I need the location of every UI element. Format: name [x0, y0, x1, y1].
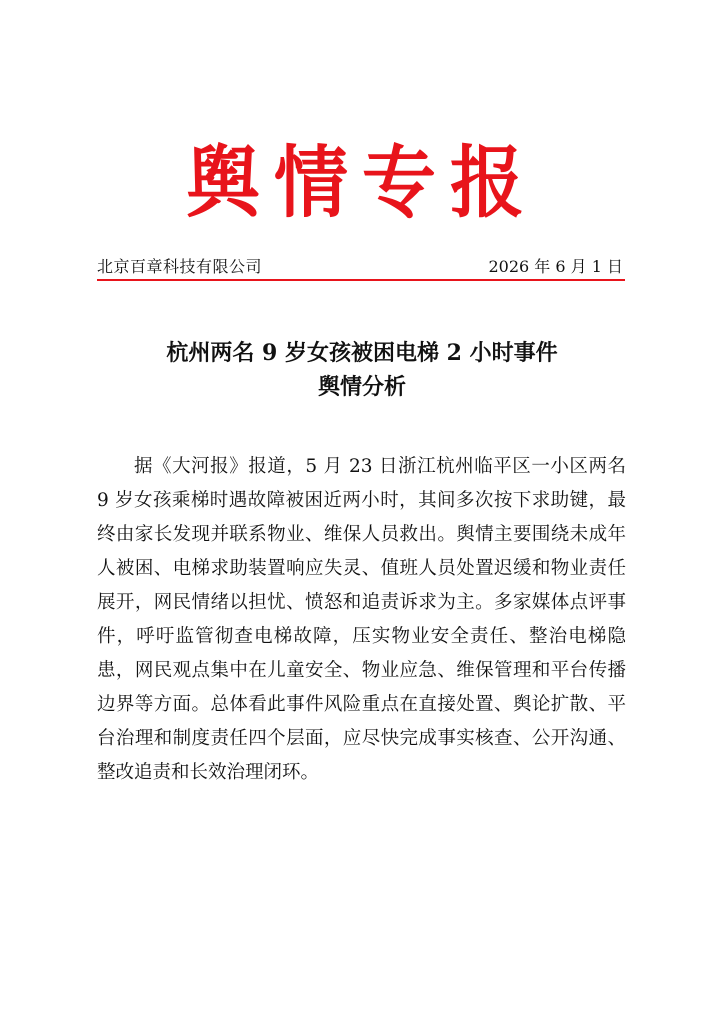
header-divider	[97, 279, 625, 281]
masthead-title: 舆情专报	[186, 137, 538, 229]
report-title-line-2: 舆情分析	[317, 374, 406, 400]
report-date: 2026 年 6 月 1 日	[488, 257, 623, 276]
report-body: 据《大河报》报道，5 月 23 日浙江杭州临平区一小区两名 9 岁女孩乘梯时遇故障被困近两小时，其间多次按下求助键，最终由家长发现并联系物业、维保人员救出。舆情主要围绕未成年人被困、电梯求助装置响应失灵、值班人员处置迟缓和物业责任展开，网民情绪以担忧、愤怒和追责诉求为主。多家媒体点评事件，呼吁监管彻查电梯故障，压实物业安全责任、整治电梯隐患，网民观点集中在儿童安全、物业应急、维保管理和平台传播边界等方面。总体看此事件风险重点在直接处置、舆论扩散、平台治理和制度责任四个层面，应尽快完成事实核查、公开沟通、整改追责和长效治理闭环。	[97, 456, 626, 783]
report-title-line-1: 杭州两名 9 岁女孩被困电梯 2 小时事件	[166, 340, 558, 366]
organization-name: 北京百章科技有限公司	[97, 257, 263, 276]
report-title	[0, 336, 724, 404]
header-info-row	[97, 255, 625, 279]
